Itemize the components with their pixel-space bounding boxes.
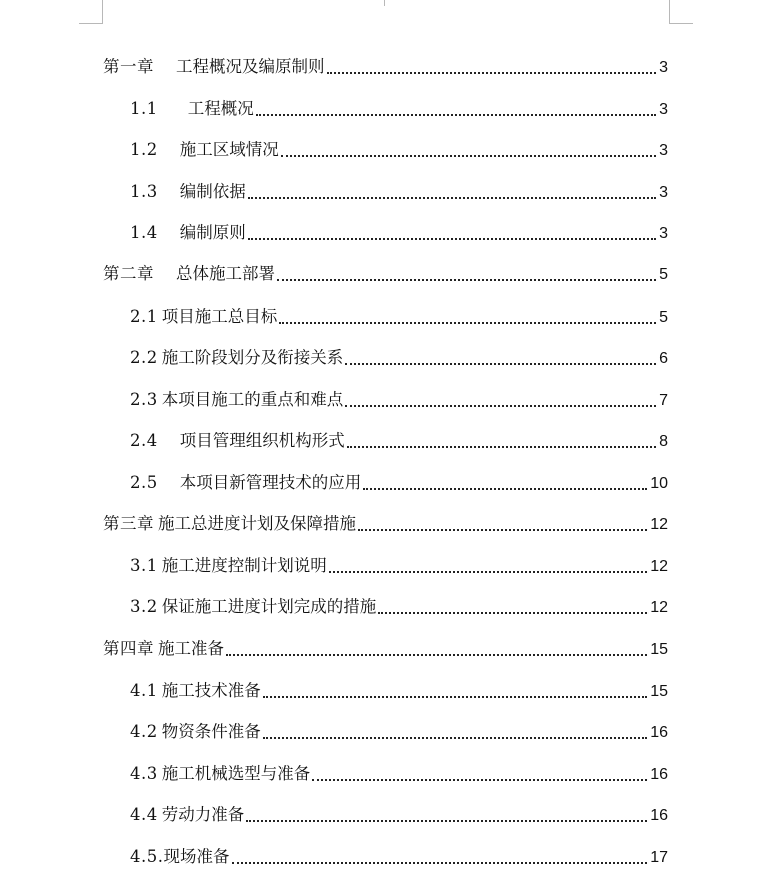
toc-entry-number: 3.2 xyxy=(130,597,158,616)
crop-mark-top-left xyxy=(79,0,103,24)
toc-leader-dots xyxy=(345,363,656,365)
toc-entry-label xyxy=(130,305,277,329)
toc-entry-label xyxy=(130,595,376,619)
toc-entry-label xyxy=(103,637,224,661)
toc-entry-label xyxy=(130,138,279,162)
toc-entry[interactable] xyxy=(130,305,668,329)
toc-entry-label xyxy=(130,346,343,370)
toc-entry-label xyxy=(130,554,327,578)
toc-entry-title: 总体施工部署 xyxy=(176,264,275,283)
toc-leader-dots xyxy=(277,279,656,281)
toc-page-number: 3 xyxy=(659,101,668,118)
crop-mark-top-right xyxy=(669,0,693,24)
toc-page-number: 12 xyxy=(650,516,668,533)
toc-page-number: 15 xyxy=(650,641,668,658)
toc-entry-label xyxy=(130,762,310,786)
toc-leader-dots xyxy=(248,238,656,240)
toc-entry-title: 施工进度控制计划说明 xyxy=(161,556,327,575)
toc-entry-title: 保证施工进度计划完成的措施 xyxy=(161,597,377,616)
toc-page-number: 17 xyxy=(650,849,668,866)
toc-entry-title: 施工区域情况 xyxy=(179,140,279,159)
toc-entry[interactable] xyxy=(103,637,668,661)
toc-page-number: 10 xyxy=(650,475,668,492)
toc-entry-title: 本项目新管理技术的应用 xyxy=(179,473,362,492)
toc-page-number: 3 xyxy=(659,59,668,76)
toc-entry-title: 项目施工总目标 xyxy=(161,307,278,326)
toc-entry-title: 物资条件准备 xyxy=(161,722,261,741)
toc-entry-number: 2.1 xyxy=(130,307,158,326)
toc-entry-label xyxy=(130,679,261,703)
toc-leader-dots xyxy=(256,114,656,116)
toc-entry-label xyxy=(130,471,361,495)
toc-page-number: 3 xyxy=(659,225,668,242)
toc-entry-number: 4.4 xyxy=(130,805,158,824)
toc-page-number: 16 xyxy=(650,766,668,783)
toc-entry-label xyxy=(130,429,345,453)
toc-entry-label xyxy=(130,180,246,204)
toc-entry-number: 4.3 xyxy=(130,764,158,783)
toc-entry[interactable] xyxy=(103,55,668,79)
toc-entry-label xyxy=(130,388,343,412)
toc-leader-dots xyxy=(263,696,647,698)
toc-entry-label xyxy=(130,845,230,869)
toc-leader-dots xyxy=(327,72,657,74)
toc-entry[interactable] xyxy=(103,512,668,536)
toc-entry[interactable] xyxy=(103,262,668,286)
crop-mark-top-center xyxy=(384,0,385,6)
toc-entry[interactable] xyxy=(130,762,668,786)
toc-entry-number: 2.5 xyxy=(130,473,158,492)
toc-entry[interactable] xyxy=(130,679,668,703)
toc-entry-title: 编制依据 xyxy=(179,182,246,201)
toc-page-number: 3 xyxy=(659,142,668,159)
toc-leader-dots xyxy=(281,155,656,157)
toc-entry[interactable] xyxy=(130,471,668,495)
toc-entry[interactable] xyxy=(130,554,668,578)
toc-entry[interactable] xyxy=(130,221,668,245)
toc-page-number: 12 xyxy=(650,599,668,616)
toc-leader-dots xyxy=(226,654,647,656)
toc-entry-title: 工程概况 xyxy=(187,99,254,118)
toc-leader-dots xyxy=(347,446,656,448)
toc-page-number: 8 xyxy=(659,433,668,450)
toc-entry-label xyxy=(103,55,325,79)
toc-entry-label xyxy=(103,512,356,536)
toc-entry-title: 施工技术准备 xyxy=(161,681,261,700)
toc-leader-dots xyxy=(312,779,647,781)
toc-entry-title: 施工准备 xyxy=(158,639,224,658)
toc-entry-number: 3.1 xyxy=(130,556,158,575)
toc-entry-number: 第四章 xyxy=(103,639,154,658)
toc-leader-dots xyxy=(248,197,656,199)
toc-entry[interactable] xyxy=(130,720,668,744)
toc-entry-label xyxy=(103,262,275,286)
toc-entry-title: 施工阶段划分及衔接关系 xyxy=(161,348,344,367)
toc-leader-dots xyxy=(358,529,647,531)
toc-entry-title: 施工总进度计划及保障措施 xyxy=(158,514,356,533)
toc-entry-label xyxy=(130,221,246,245)
toc-page-number: 5 xyxy=(659,266,668,283)
toc-entry[interactable] xyxy=(130,180,668,204)
toc-entry-title: 编制原则 xyxy=(179,223,246,242)
toc-leader-dots xyxy=(246,820,647,822)
toc-page-number: 7 xyxy=(659,392,668,409)
toc-leader-dots xyxy=(279,322,656,324)
toc-entry-number: 2.2 xyxy=(130,348,158,367)
toc-leader-dots xyxy=(345,405,656,407)
toc-page-number: 16 xyxy=(650,807,668,824)
toc-entry-number: 2.3 xyxy=(130,390,158,409)
toc-entry[interactable] xyxy=(130,388,668,412)
toc-entry-number: 第一章 xyxy=(103,57,154,76)
toc-entry-title: 现场准备 xyxy=(163,847,230,866)
toc-entry[interactable] xyxy=(130,138,668,162)
toc-leader-dots xyxy=(263,737,647,739)
toc-entry-label xyxy=(130,97,254,121)
toc-entry-label xyxy=(130,720,261,744)
toc-entry-number: 1.2 xyxy=(130,140,158,159)
toc-page-number: 6 xyxy=(659,350,668,367)
toc-entry[interactable] xyxy=(130,595,668,619)
toc-leader-dots xyxy=(232,862,648,864)
toc-entry-number: 第二章 xyxy=(103,264,154,283)
toc-entry-title: 本项目施工的重点和难点 xyxy=(161,390,344,409)
toc-entry-number: 4.5. xyxy=(130,847,164,866)
toc-leader-dots xyxy=(378,612,647,614)
toc-entry-number: 2.4 xyxy=(130,431,158,450)
toc-entry-number: 4.1 xyxy=(130,681,158,700)
toc-page-number: 16 xyxy=(650,724,668,741)
toc-entry-number: 1.1 xyxy=(130,99,158,118)
toc-entry[interactable] xyxy=(130,346,668,370)
toc-entry-title: 施工机械选型与准备 xyxy=(161,764,311,783)
toc-entry-title: 劳动力准备 xyxy=(161,805,245,824)
toc-leader-dots xyxy=(329,571,647,573)
toc-entry-number: 4.2 xyxy=(130,722,158,741)
toc-page-number: 15 xyxy=(650,683,668,700)
toc-entry[interactable] xyxy=(130,429,668,453)
toc-page-number: 12 xyxy=(650,558,668,575)
toc-entry-label xyxy=(130,803,244,827)
toc-page-number: 5 xyxy=(659,309,668,326)
toc-page-number: 3 xyxy=(659,184,668,201)
toc-entry-title: 项目管理组织机构形式 xyxy=(179,431,345,450)
toc-entry-number: 第三章 xyxy=(103,514,154,533)
toc-entry-number: 1.4 xyxy=(130,223,158,242)
toc-entry-title: 工程概况及编原制则 xyxy=(176,57,325,76)
toc-entry[interactable] xyxy=(130,803,668,827)
toc-entry[interactable] xyxy=(130,97,668,121)
toc-leader-dots xyxy=(363,488,647,490)
toc-entry[interactable] xyxy=(130,845,668,869)
toc-entry-number: 1.3 xyxy=(130,182,158,201)
